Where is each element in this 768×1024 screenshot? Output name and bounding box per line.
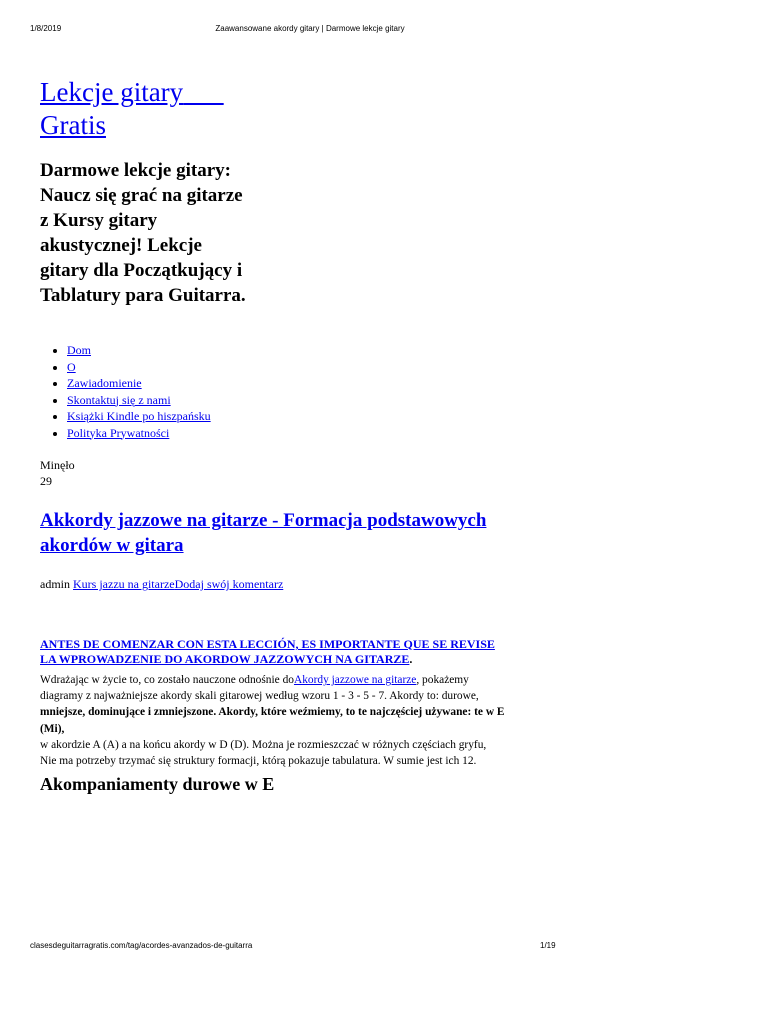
body-text-3: w akordzie A (A) a na końcu akordy w D (D). Można je rozmieszczać w różnych częściach gryfu,	[40, 738, 487, 751]
nav-item-kindle	[67, 408, 211, 425]
print-date: 1/8/2019	[30, 24, 62, 33]
body-text-1b: , pokażemy diagramy z najważniejsze akordy skali gitarowej według wzoru 1 - 3 - 5 - 7. Akordy to: durowe,	[40, 674, 479, 703]
jazz-chords-link[interactable]: Akordy jazzowe na gitarze	[293, 674, 417, 686]
body-text-4: Nie ma potrzeby trzymać się struktury formacji, którą pokazuje tabulatura. W sumie jest ich 12.	[40, 755, 477, 768]
site-title-link[interactable]	[40, 77, 224, 140]
nav-link-kontakt[interactable]: Skontaktuj się z nami	[67, 392, 171, 407]
print-page-title: Zaawansowane akordy gitary | Darmowe lekcje gitary	[215, 24, 405, 33]
nav-link-o[interactable]: O	[67, 359, 76, 374]
site-title-line2: Gratis	[40, 110, 106, 140]
post-date-day: 29	[40, 474, 52, 488]
nav-link-dom[interactable]: Dom	[67, 343, 91, 357]
body-text-2: mniejsze, dominujące i zmniejszone. Akordy, które weźmiemy, to te najczęściej używane: te w E (Mi),	[40, 706, 505, 735]
intro-link[interactable]: ANTES DE COMENZAR CON ESTA LECCIÓN, ES IMPORTANTE QUE SE REVISE LA WPROWADZENIE DO AKORDOW JAZZOWYCH NA GITARZE	[40, 637, 495, 666]
print-url: clasesdeguitarragratis.com/tag/acordes-avanzados-de-guitarra	[30, 941, 253, 950]
nav-item-o	[67, 359, 211, 376]
site-tagline: Darmowe lekcje gitary: Naucz się grać na gitarze z Kursy gitary akustycznej! Lekcje gitary dla Początkujący i Tablatury para Guitarra.	[40, 160, 246, 306]
site-title	[40, 76, 224, 142]
post-meta	[40, 576, 283, 592]
body-paragraph	[40, 672, 510, 769]
print-footer	[0, 941, 768, 955]
add-comment-link[interactable]: Dodaj swój komentarz	[174, 577, 284, 591]
nav-link-zawiadomienie[interactable]: Zawiadomienie	[67, 376, 142, 390]
post-category-link[interactable]: Kurs jazzu na gitarze	[73, 577, 175, 591]
site-title-line1: Lekcje gitary	[40, 77, 184, 107]
nav-item-kontakt	[67, 392, 211, 409]
section-heading: Akompaniamenty durowe w E	[40, 774, 275, 794]
nav-item-privacy	[67, 425, 211, 442]
intro-period: .	[409, 652, 413, 666]
nav-link-privacy[interactable]: Polityka Prywatności	[67, 425, 170, 440]
post-author: admin	[40, 577, 70, 591]
main-nav	[40, 342, 211, 441]
intro-notice	[40, 637, 510, 667]
nav-item-dom	[67, 342, 211, 359]
print-header	[0, 24, 768, 38]
post-title	[40, 508, 530, 558]
nav-item-zawiadomienie	[67, 375, 211, 392]
body-text-1a: Wdrażając w życie to, co zostało nauczone odnośnie do	[40, 674, 294, 686]
post-title-link[interactable]: Akkordy jazzowe na gitarze - Formacja podstawowych akordów w gitara	[40, 510, 487, 556]
post-date-label: Minęło	[40, 458, 75, 472]
nav-link-kindle[interactable]: Książki Kindle po hiszpańsku	[67, 409, 211, 423]
print-page-count: 1/19	[540, 941, 556, 950]
post-date	[40, 457, 75, 489]
